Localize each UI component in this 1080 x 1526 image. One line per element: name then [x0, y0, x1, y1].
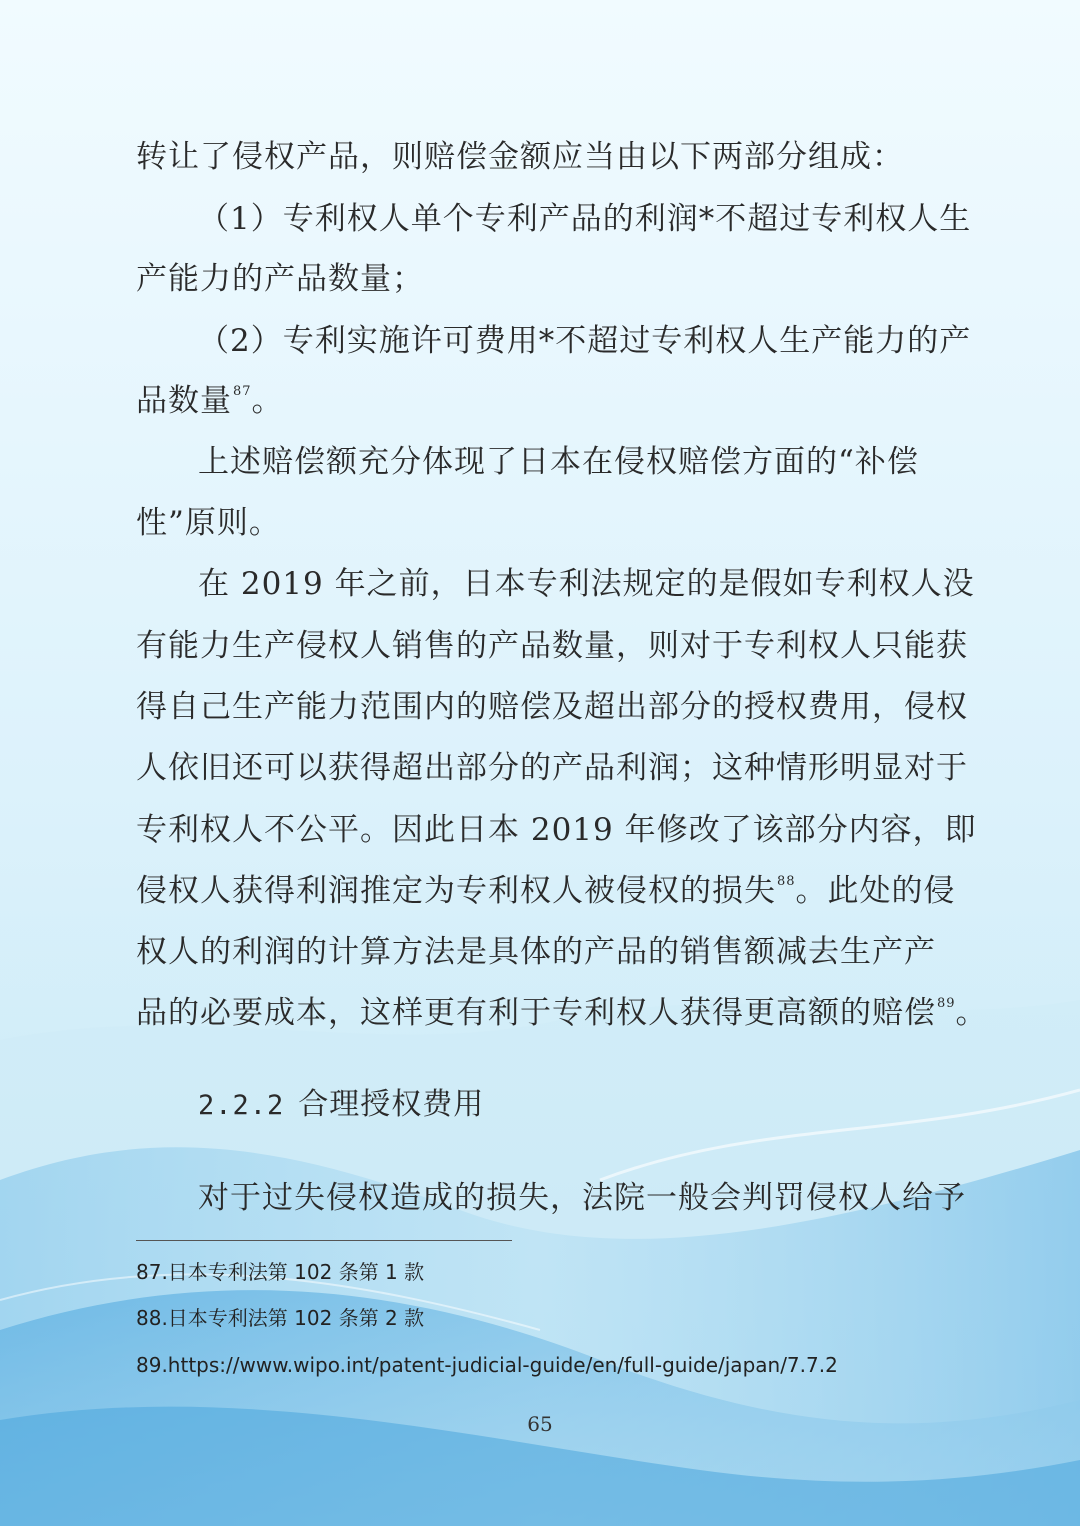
body-line: （1）专利权人单个专利产品的利润*不超过专利权人生 — [198, 201, 972, 237]
body-line: 得自己生产能力范围内的赔偿及超出部分的授权费用，侵权 — [136, 689, 968, 725]
body-line: 有能力生产侵权人销售的产品数量，则对于专利权人只能获 — [136, 628, 968, 664]
footnote-ref: 88 — [777, 874, 796, 889]
footnote-link[interactable]: 89.https://www.wipo.int/patent-judicial-guide/en/full-guide/japan/7.7.2 — [136, 1353, 838, 1377]
footnote-ref: 87 — [233, 384, 252, 399]
body-line: 产能力的产品数量； — [136, 261, 424, 297]
section-heading — [198, 1085, 484, 1126]
body-line: 性”原则。 — [136, 505, 281, 541]
body-line: 在 2019 年之前，日本专利法规定的是假如专利权人没 — [198, 566, 975, 602]
body-line: 上述赔偿额充分体现了日本在侵权赔偿方面的“补偿 — [198, 444, 919, 480]
body-line: 人依旧还可以获得超出部分的产品利润；这种情形明显对于 — [136, 750, 968, 786]
body-line: 权人的利润的计算方法是具体的产品的销售额减去生产产 — [136, 934, 936, 970]
footnote-divider — [136, 1240, 512, 1241]
body-line: 专利权人不公平。因此日本 2019 年修改了该部分内容，即 — [136, 812, 977, 848]
body-line: 品的必要成本，这样更有利于专利权人获得更高额的赔偿$^{89}$。 — [136, 995, 988, 1031]
body-line: 品数量$^{87}$。 — [136, 383, 284, 419]
body-line: （2）专利实施许可费用*不超过专利权人生产能力的产 — [198, 323, 972, 359]
body-line: 侵权人获得利润推定为专利权人被侵权的损失$^{88}$。此处的侵 — [136, 873, 956, 909]
footnote-ref: 89 — [937, 996, 956, 1011]
section-title: 合理授权费用 — [298, 1087, 485, 1122]
footnote: 88.日本专利法第 102 条第 2 款 — [136, 1306, 425, 1330]
footnote: 87.日本专利法第 102 条第 1 款 — [136, 1260, 425, 1284]
page-number: 65 — [527, 1412, 553, 1436]
body-line: 对于过失侵权造成的损失，法院一般会判罚侵权人给予 — [198, 1180, 966, 1216]
section-number: 2.2.2 — [198, 1090, 285, 1121]
body-line: 转让了侵权产品，则赔偿金额应当由以下两部分组成： — [136, 139, 904, 175]
